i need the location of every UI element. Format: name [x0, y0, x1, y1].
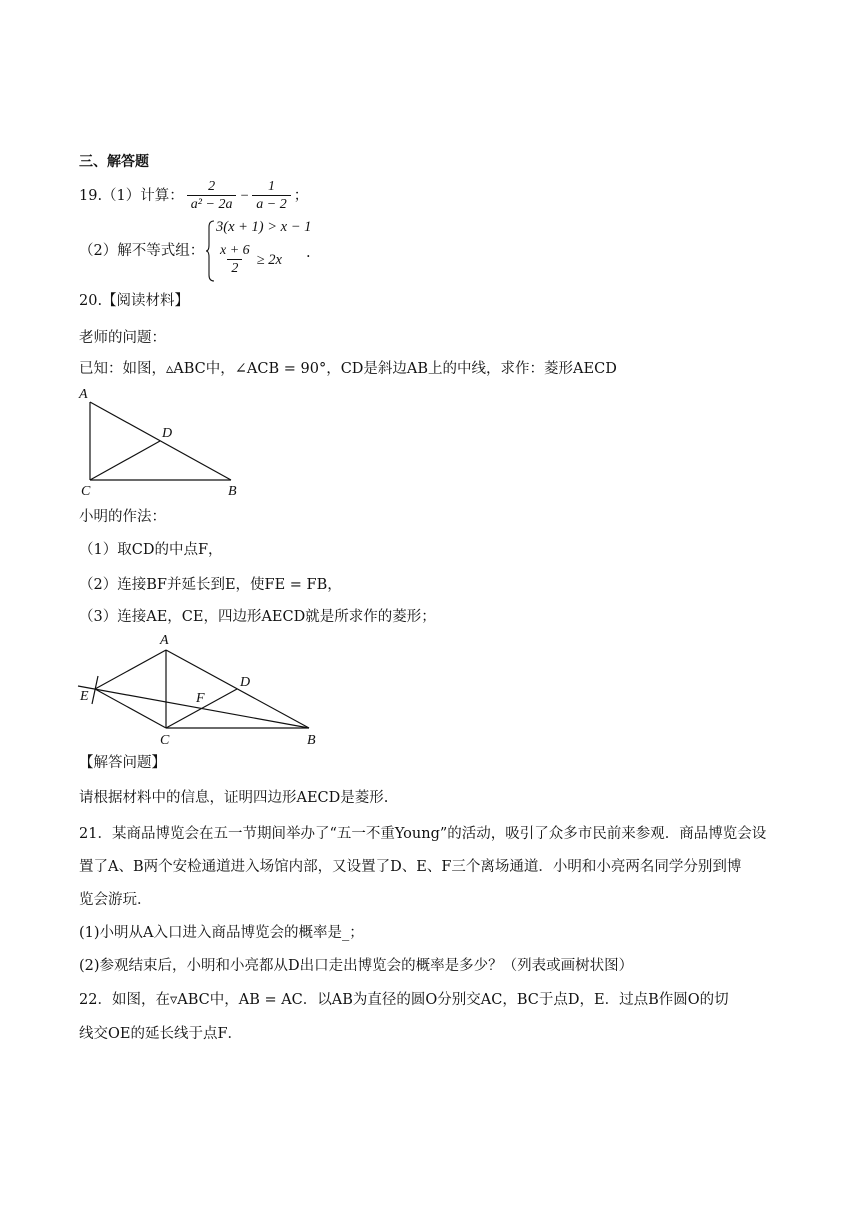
segment-ce	[95, 689, 166, 728]
label-c: C	[160, 733, 170, 748]
q19-fraction-1	[187, 179, 237, 213]
ineq2-fraction	[216, 243, 254, 277]
label-e: E	[80, 689, 89, 704]
label-d: D	[240, 675, 251, 690]
prove-statement: 请根据材料中的信息，证明四边形AECD是菱形.	[79, 790, 389, 806]
q22-line-1: 22．如图，在▿ABC中，AB = AC．以AB为直径的圆O分别交AC，BC于点D，E．过点B作圆O的切	[79, 992, 729, 1008]
section-title: 三、解答题	[79, 154, 149, 170]
q19-part2-end: .	[306, 245, 311, 261]
q19-part2-label: （2）解不等式组：	[79, 243, 205, 259]
label-b: B	[307, 733, 316, 748]
q21-sub-1: (1)小明从A入口进入商品博览会的概率是_；	[79, 925, 364, 941]
label-d: D	[162, 426, 173, 441]
frac1-denominator: a² − 2a	[187, 195, 237, 213]
q19-label: 19.（1）计算：	[79, 188, 184, 204]
figure-1-triangle	[76, 384, 246, 500]
segment-ae	[95, 650, 166, 689]
segment-eb	[78, 686, 309, 728]
inequality-1: 3(x + 1) > x − 1	[216, 219, 312, 235]
q19-part1	[79, 176, 308, 216]
answer-header: 【解答问题】	[79, 755, 166, 771]
q19-end-punct: ；	[293, 188, 309, 204]
inequality-2	[216, 243, 282, 277]
step-2: （2）连接BF并延长到E，使FE = FB，	[79, 577, 342, 593]
q21-line-1: 21．某商品博览会在五一节期间举办了“五一不重Young”的活动，吸引了众多市民前来参观．商品博览会设	[79, 826, 767, 842]
given-statement: 已知：如图，▵ABC中，∠ACB = 90°，CD是斜边AB上的中线，求作：菱形AECD	[79, 361, 617, 377]
step-1: （1）取CD的中点F，	[79, 542, 223, 558]
minus-sign: −	[239, 188, 250, 204]
q22-line-2: 线交OE的延长线于点F．	[79, 1026, 243, 1042]
q21-line-2: 置了A、B两个安检通道进入场馆内部，又设置了D、E、F三个离场通道．小明和小亮两名同学分别到博	[79, 859, 742, 875]
method-title: 小明的作法：	[79, 509, 166, 525]
label-c: C	[81, 484, 91, 499]
teacher-question: 老师的问题：	[79, 330, 166, 346]
label-b: B	[228, 484, 237, 499]
ineq2-numerator: x + 6	[220, 243, 250, 258]
q21-sub-2: (2)参观结束后，小明和小亮都从D出口走出博览会的概率是多少？（列表或画树状图）	[79, 958, 634, 974]
figure-2-rhombus	[76, 630, 326, 750]
ineq2-rest: ≥ 2x	[256, 251, 282, 268]
segment-cd	[90, 441, 160, 480]
q19-fraction-2	[252, 179, 290, 213]
left-brace	[206, 219, 216, 283]
frac1-numerator: 2	[208, 179, 216, 194]
step-3: （3）连接AE，CE，四边形AECD就是所求作的菱形；	[79, 609, 436, 625]
frac2-numerator: 1	[267, 179, 275, 194]
q21-line-3: 览会游玩．	[79, 892, 152, 908]
q20-header: 20.【阅读材料】	[79, 293, 190, 309]
label-a: A	[79, 387, 88, 402]
label-a: A	[160, 633, 169, 648]
label-f: F	[196, 691, 205, 706]
inequality-system	[206, 219, 346, 283]
ineq2-denominator: 2	[227, 259, 242, 277]
frac2-denominator: a − 2	[252, 195, 290, 213]
